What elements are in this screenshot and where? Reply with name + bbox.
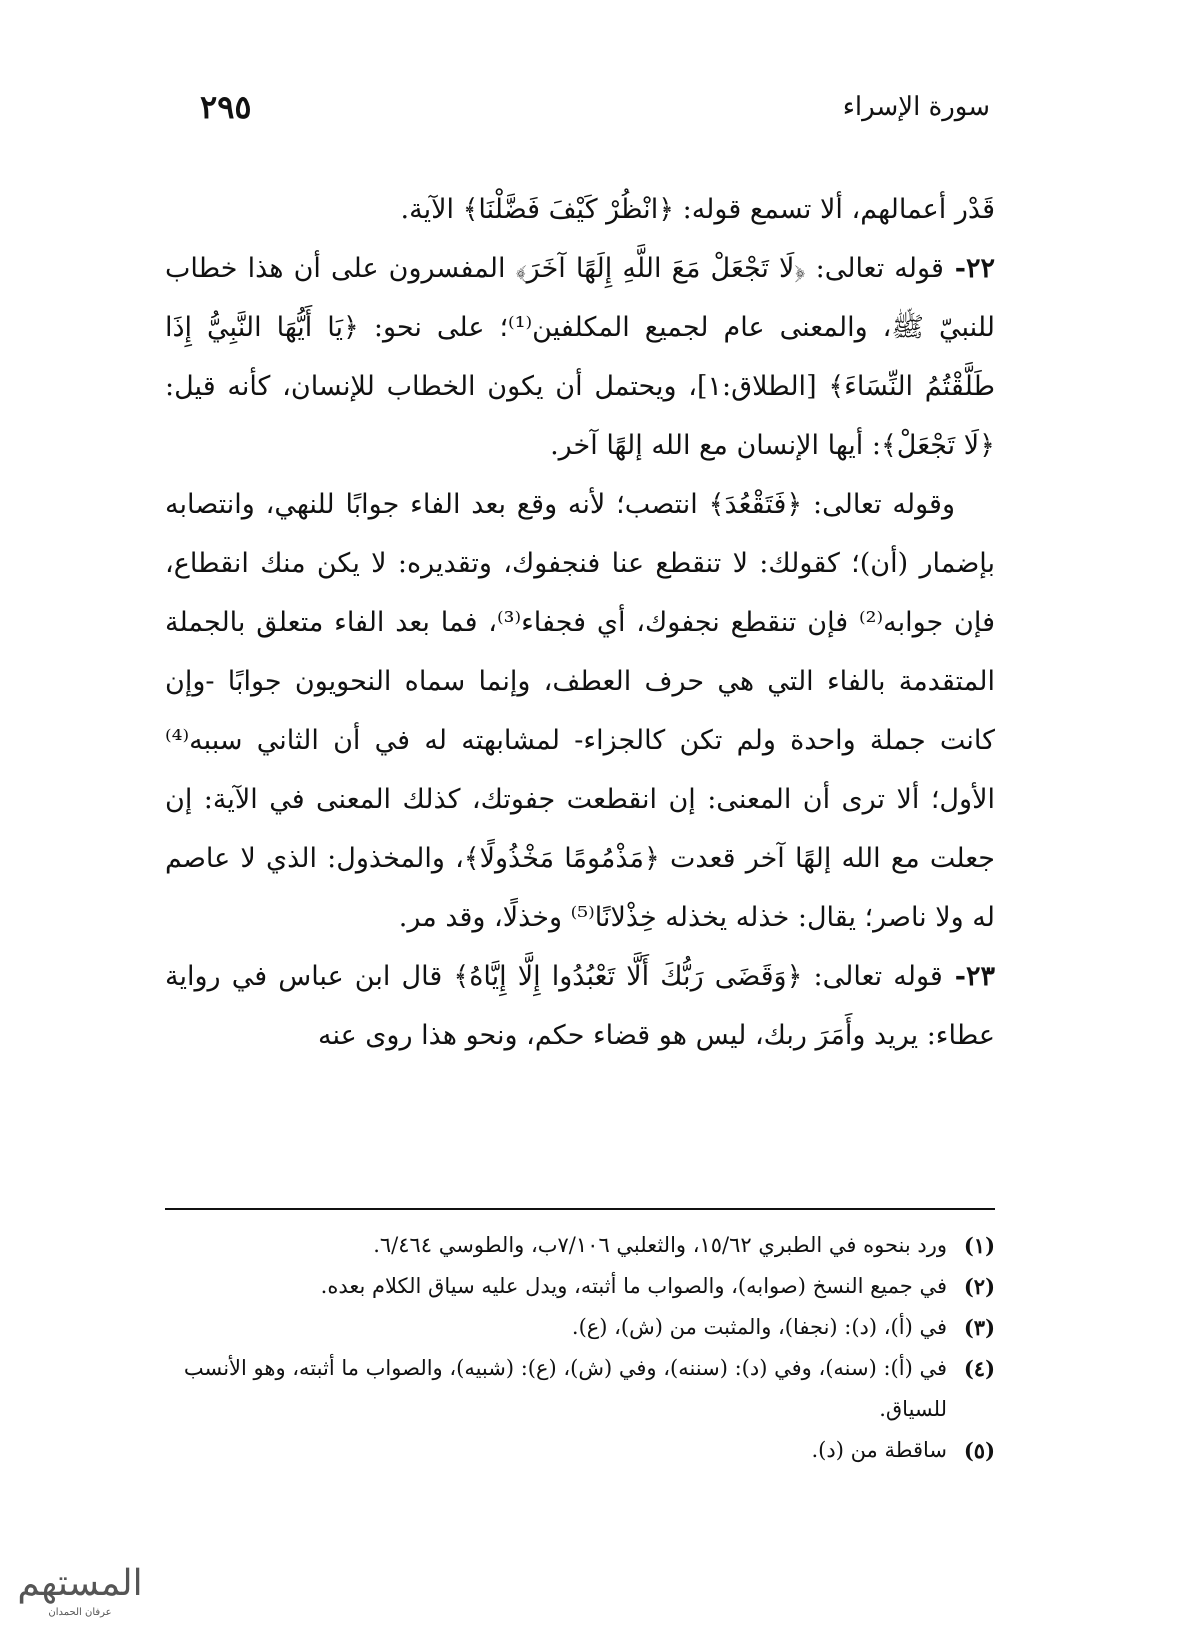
watermark-sub: عرفان الحمدان <box>48 1607 112 1618</box>
footnote-1 <box>165 1225 995 1266</box>
footnote-number: (١) <box>963 1233 995 1258</box>
paragraph-text: قوله تعالى: ﴿لَا تَجْعَلْ مَعَ اللَّهِ إِلَهًا آخَرَ﴾ المفسرون على أن هذا خطاب للنبيّ ﷺ، والمعنى عام لجميع المكلفين⁽¹⁾؛ على نحو: ﴿يَا أَيُّهَا النَّبِيُّ إِذَا طَلَّقْتُمُ النِّسَاءَ﴾ [الطلاق:١]، ويحتمل أن يكون الخطاب للإنسان، كأنه قيل: ﴿لَا تَجْعَلْ﴾: أيها الإنسان مع الله إلهًا آخر. <box>165 253 995 461</box>
watermark-main: المستهم <box>17 1563 143 1604</box>
page-number: ٢٩٥ <box>200 88 252 126</box>
page-header <box>0 88 1185 142</box>
footnote-number: (٢) <box>963 1274 995 1299</box>
footnote-2 <box>165 1266 995 1307</box>
surah-title: سورة الإسراء <box>842 92 990 122</box>
footnote-number: (٤) <box>963 1356 995 1381</box>
footnote-text: في جميع النسخ (صوابه)، والصواب ما أثبته، ويدل عليه سياق الكلام بعده. <box>320 1274 947 1298</box>
footnotes <box>165 1225 995 1471</box>
verse-number: ٢٣- <box>942 961 995 992</box>
footnote-number: (٣) <box>963 1315 995 1340</box>
footnote-5 <box>165 1430 995 1471</box>
footnote-text: ساقطة من (د). <box>811 1438 947 1462</box>
paragraph-text: قَدْر أعمالهم، ألا تسمع قوله: ﴿انْظُرْ كَيْفَ فَضَّلْنَا﴾ الآية. <box>400 194 995 225</box>
footnote-4 <box>165 1348 995 1430</box>
body-text <box>165 180 995 1065</box>
watermark-logo <box>10 1562 150 1632</box>
paragraph-3 <box>165 475 995 947</box>
paragraph-4 <box>165 947 995 1065</box>
footnote-text: في (أ): (سنه)، وفي (د): (سننه)، وفي (ش)، (ع): (شبيه)، والصواب ما أثبته، وهو الأنسب للسياق. <box>183 1356 947 1421</box>
paragraph-1 <box>165 180 995 239</box>
footnote-separator <box>165 1208 995 1210</box>
footnote-3 <box>165 1307 995 1348</box>
footnote-text: ورد بنحوه في الطبري ١٥/٦٢، والثعلبي ٧/١٠٦ب، والطوسي ٦/٤٦٤. <box>373 1233 947 1257</box>
footnote-text: في (أ)، (د): (نجفا)، والمثبت من (ش)، (ع). <box>571 1315 947 1339</box>
paragraph-2 <box>165 239 995 475</box>
paragraph-text: قوله تعالى: ﴿وَقَضَى رَبُّكَ أَلَّا تَعْبُدُوا إِلَّا إِيَّاهُ﴾ قال ابن عباس في رواية عطاء: يريد وأَمَرَ ربك، ليس هو قضاء حكم، ونحو هذا روى عنه <box>165 961 995 1051</box>
paragraph-text: وقوله تعالى: ﴿فَتَقْعُدَ﴾ انتصب؛ لأنه وقع بعد الفاء جوابًا للنهي، وانتصابه بإضمار (أن)؛ كقولك: لا تنقطع عنا فنجفوك، وتقديره: لا يكن منك انقطاع، فإن جوابه⁽²⁾ فإن تنقطع نجفوك، أي فجفاء⁽³⁾، فما بعد الفاء متعلق بالجملة المتقدمة بالفاء التي هي حرف العطف، وإنما سماه النحويون جوابًا -وإن كانت جملة واحدة ولم تكن كالجزاء- لمشابهته له في أن الثاني سببه⁽⁴⁾ الأول؛ ألا ترى أن المعنى: إن انقطعت جفوتك، كذلك المعنى في الآية: إن جعلت مع الله إلهًا آخر قعدت ﴿مَذْمُومًا مَخْذُولًا﴾، والمخذول: الذي لا عاصم له ولا ناصر؛ يقال: خذله يخذله خِذْلانًا⁽⁵⁾ وخذلًا، وقد مر. <box>165 489 995 933</box>
footnote-number: (٥) <box>963 1438 995 1463</box>
verse-number: ٢٢- <box>943 253 996 284</box>
